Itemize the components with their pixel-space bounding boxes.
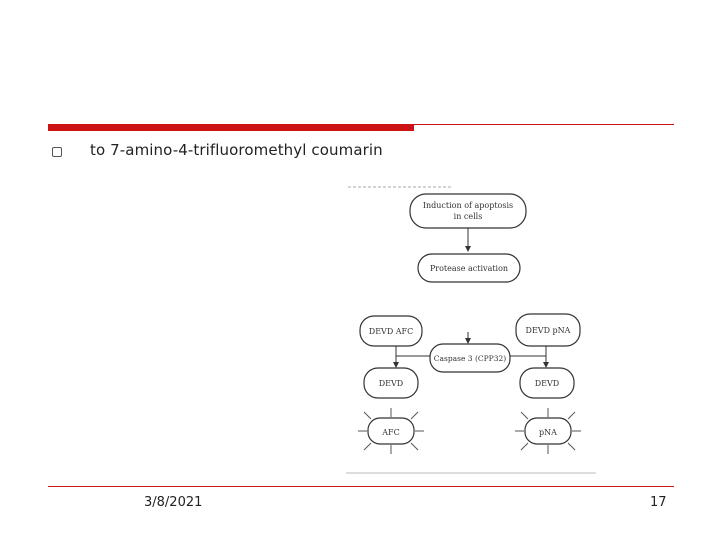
afc-label: AFC xyxy=(382,428,400,437)
title-rule xyxy=(414,124,674,125)
devd-afc-label: DEVD AFC xyxy=(368,327,414,336)
arrowhead xyxy=(465,338,471,344)
arrowhead xyxy=(465,246,471,252)
bullet-square-icon xyxy=(52,147,62,157)
diagram-svg xyxy=(340,180,610,480)
induction-label-1: Induction of apoptosis xyxy=(422,201,514,210)
footer-rule xyxy=(48,486,674,487)
devd-right-label: DEVD xyxy=(534,379,560,388)
induction-box xyxy=(410,194,526,228)
devd-left-label: DEVD xyxy=(378,379,404,388)
arrowhead xyxy=(393,362,399,368)
footer-date: 3/8/2021 xyxy=(144,495,203,510)
page-number: 17 xyxy=(650,495,667,510)
caspase-label: Caspase 3 (CPP32) xyxy=(433,354,507,363)
devd-pna-label: DEVD pNA xyxy=(525,326,571,335)
arrowhead xyxy=(543,362,549,368)
bullet-text: to 7-amino-4-trifluoromethyl coumarin xyxy=(90,141,383,159)
protease-label: Protease activation xyxy=(429,264,509,273)
caspase-assay-diagram xyxy=(340,180,610,480)
induction-label-2: in cells xyxy=(453,212,483,221)
title-accent-bar xyxy=(48,124,414,131)
pna-label: pNA xyxy=(539,428,557,437)
